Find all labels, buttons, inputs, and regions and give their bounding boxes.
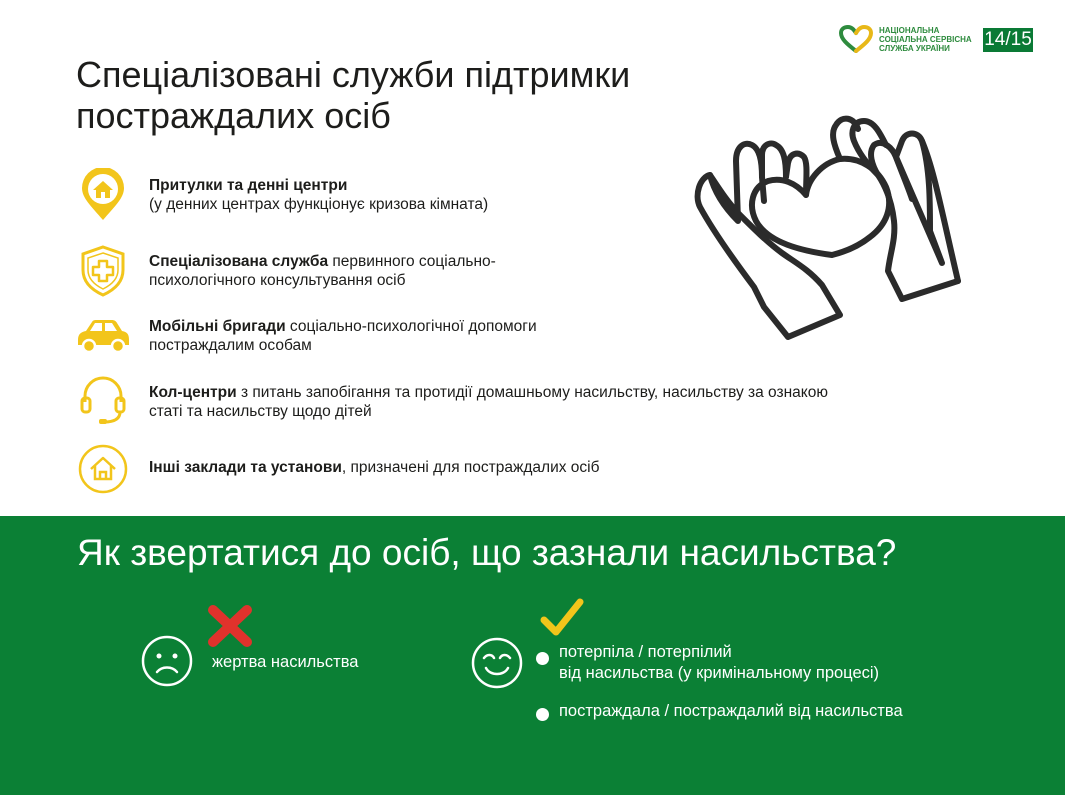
house-circle-icon [76,442,130,496]
sad-face-icon [140,634,194,688]
red-cross-icon [207,604,253,648]
car-icon [76,310,130,364]
smile-face-icon [470,636,524,690]
wrong-term: жертва насильства [212,653,359,671]
service-other: Інші заклади та установи, призначені для постраждалих осіб [149,459,600,476]
right-term-2: постраждала / постраждалий від насильства [559,702,903,720]
logo-text: НАЦІОНАЛЬНА СОЦІАЛЬНА СЕРВІСНА СЛУЖБА УКРАЇНИ [879,25,972,53]
service-mobile-teams: Мобільні бригади соціально-психологічної допомоги постраждалим особам [149,318,537,354]
service-shelters: Притулки та денні центри (у денних центрах функціонує кризова кімната) [149,177,489,213]
logo [839,25,972,53]
headset-icon [76,374,130,428]
hands-heart-icon [690,103,965,358]
right-term-1: потерпіла / потерпілий від насильства (у кримінальному процесі) [559,643,880,682]
section-question: Як звертатися до осіб, що зазнали насильства? [77,532,897,573]
shield-cross-icon [76,244,130,298]
page-title: Спеціалізовані служби підтримки постраждалих осіб [76,54,631,136]
bullet-dot [536,708,549,721]
page-number: 14/15 [984,29,1032,50]
bullet-dot [536,652,549,665]
location-home-icon [76,168,130,222]
service-consulting: Спеціалізована служба первинного соціально- психологічного консультування осіб [149,253,496,289]
heart-logo-icon [839,25,873,53]
yellow-check-icon [538,596,586,640]
service-call-centers: Кол-центри з питань запобігання та протидії домашньому насильству, насильству за ознакою статі та насильству щодо дітей [149,384,828,420]
